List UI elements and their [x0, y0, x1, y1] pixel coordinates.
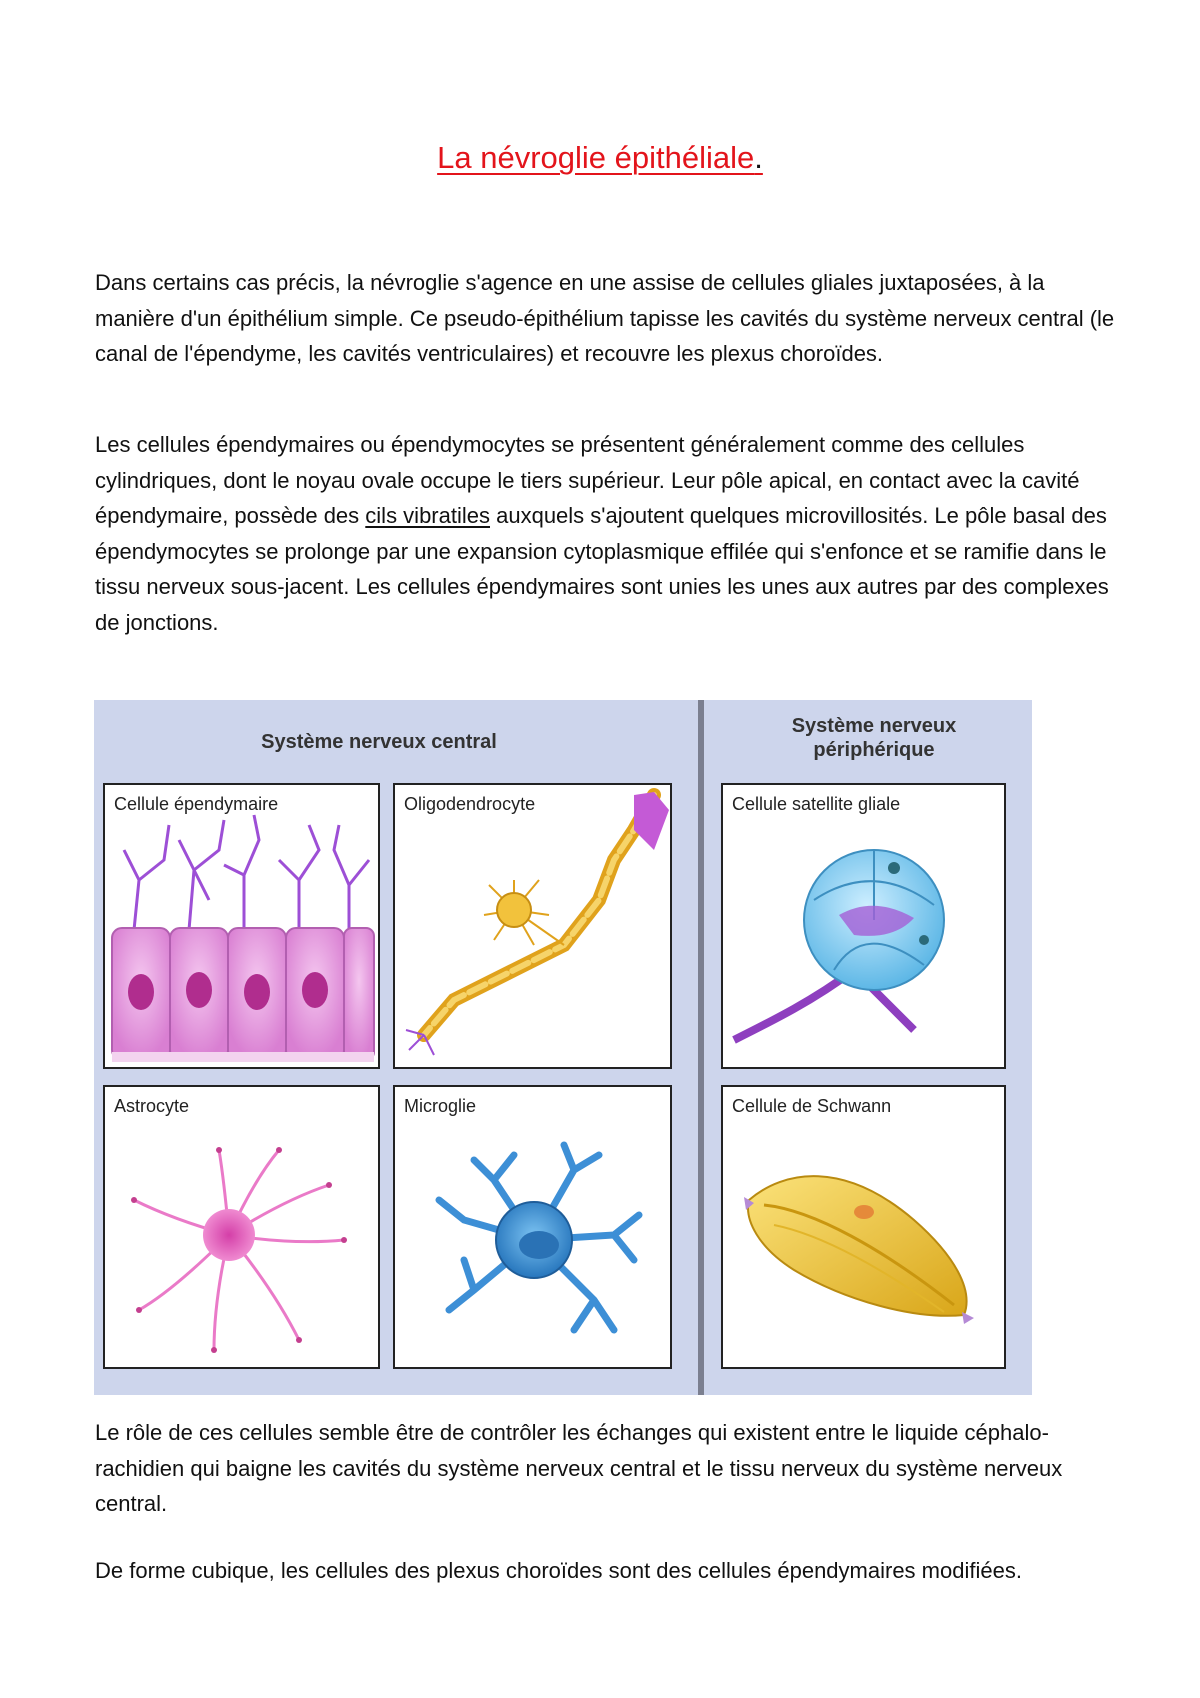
panel-label-microglia: Microglie [404, 1096, 477, 1116]
pns-header-line1: Système nerveux [791, 715, 957, 737]
oligodendrocyte-body [497, 893, 531, 927]
panel-label-satellite: Cellule satellite gliale [732, 794, 901, 814]
ependymal-cells-row [112, 928, 374, 1060]
underlined-term-cils-vibratiles: cils vibratiles [365, 503, 490, 528]
astrocyte-body [203, 1209, 255, 1261]
panel-schwann-cell [722, 1086, 1005, 1368]
paragraph-choroid-plexus: De forme cubique, les cellules des plexus choroïdes sont des cellules épendymaires modifiées. [95, 1558, 1022, 1583]
panel-astrocyte [104, 1086, 379, 1368]
ependymal-cilia-border [112, 1052, 374, 1062]
panel-label-ependymal: Cellule épendymaire [114, 794, 279, 814]
panel-microglia [394, 1086, 671, 1368]
paragraph-role: Le rôle de ces cellules semble être de contrôler les échanges qui existent entre le liquide céphalo-rachidien qui baigne les cavités du système nerveux central et le tissu nerveux du système nerveux central. [95, 1420, 1063, 1516]
title-text: La névroglie épithéliale [437, 140, 755, 175]
paragraph-ependymocytes-text-2: auxquels s'ajoutent quelques microvillosités. Le pôle basal des épendymocytes se prolonge par une expansion cytoplasmique effilée qui s'enfonce et se ramifie dans le tissu nerveux sous-jacent. Les cellules épendymaires sont unies les unes aux autres par des complexes de jonctions. [95, 503, 1109, 635]
panel-oligodendrocyte [394, 784, 671, 1068]
panel-label-schwann: Cellule de Schwann [732, 1096, 892, 1116]
pns-header-line2: périphérique [813, 739, 935, 761]
paragraph-intro: Dans certains cas précis, la névroglie s'agence en une assise de cellules gliales juxtaposées, à la manière d'un épithélium simple. Ce pseudo-épithélium tapisse les cavités du système nerveux central (le canal de l'épendyme, les cavités ventriculaires) et recouvre les plexus choroïdes. [95, 270, 1115, 366]
panel-label-astrocyte: Astrocyte [114, 1096, 190, 1116]
section-divider [698, 700, 704, 1395]
paragraph-ependymocytes-text-1: Les cellules épendymaires ou épendymocytes se présentent généralement comme des cellules cylindriques, dont le noyau ovale occupe le tiers supérieur. Leur pôle apical, en contact avec la cavité épendymaire, possède des [95, 432, 1080, 528]
cns-header: Système nerveux central [261, 731, 497, 753]
panel-ependymal-cell [104, 784, 379, 1068]
page-title [0, 140, 1200, 176]
panel-label-oligodendrocyte: Oligodendrocyte [404, 794, 536, 814]
glial-cells-illustration [94, 700, 1032, 1395]
title-period: . [754, 140, 763, 175]
paragraph-ependymocytes [95, 427, 1125, 640]
panel-satellite-glial-cell [722, 784, 1005, 1068]
glial-cells-figure [94, 700, 1032, 1395]
